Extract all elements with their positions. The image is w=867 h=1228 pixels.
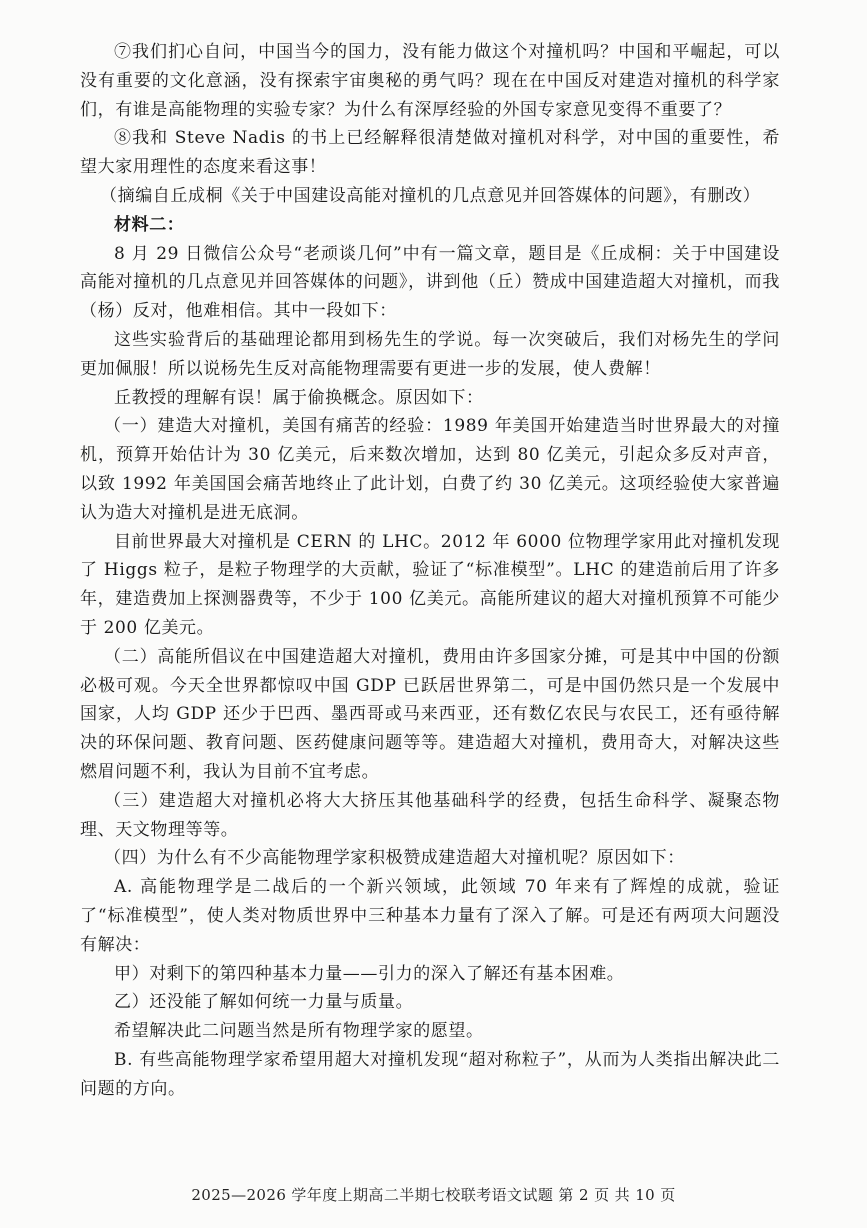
point-four-a-jia: 甲）对剩下的第四种基本力量——引力的深入了解还有基本困难。: [114, 963, 625, 984]
point-four-b: B. 有些高能物理学家希望用超大对撞机发现“超对称粒子”，从而为人类指出解决此二问题的方向。: [80, 1049, 780, 1099]
point-four-a-yi: 乙）还没能了解如何统一力量与质量。: [114, 992, 414, 1013]
point-four: （四）为什么有不少高能物理学家积极赞成建造超大对撞机呢？原因如下：: [104, 848, 685, 869]
material-two-heading: 材料二：: [114, 214, 185, 235]
point-two: （二）高能所倡议在中国建造超大对撞机，费用由许多国家分摊，可是其中中国的份额必极可观。今天全世界都惊叹中国 GDP 已跃居世界第二，可是中国仍然只是一个发展中国家，人均 GDP 还少于巴西、墨西哥或马来西亚，还有数亿农民与农民工，还有亟待解决的环保问题、教育问题、医药健康问题等等。建造超大对撞机，费用奇大，对解决这些燃眉问题不利，我认为目前不宜考虑。: [80, 646, 780, 782]
paragraph-7: ⑦我们扪心自问，中国当今的国力，没有能力做这个对撞机吗？中国和平崛起，可以没有重要的文化意涵，没有探索宇宙奥秘的勇气吗？现在在中国反对建造对撞机的科学家们，有谁是高能物理的实验专家？为什么有深厚经验的外国专家意见变得不重要了？: [80, 42, 780, 120]
point-four-a: A. 高能物理学是二战后的一个新兴领域，此领域 70 年来有了辉煌的成就，验证了“标准模型”，使人类对物质世界中三种基本力量有了深入了解。可是还有两项大问题没有解决：: [80, 877, 780, 955]
material-two-intro: 8 月 29 日微信公众号“老顽谈几何”中有一篇文章，题目是《丘成桐：关于中国建设高能对撞机的几点意见并回答媒体的问题》，讲到他（丘）赞成中国建造超大对撞机，而我（杨）反对，他难相信。其中一段如下：: [80, 243, 780, 322]
point-one: （一）建造大对撞机，美国有痛苦的经验：1989 年美国开始建造当时世界最大的对撞机，预算开始估计为 30 亿美元，后来数次增加，达到 80 亿美元，引起众多反对声音，以致 1992 年美国国会痛苦地终止了此计划，白费了约 30 亿美元。这项经验使大家普遍认为造大对撞机是进无底洞。: [80, 416, 780, 523]
source-citation: （摘编自丘成桐《关于中国建设高能对撞机的几点意见并回答媒体的问题》，有删改）: [100, 185, 761, 206]
page-footer: 2025—2026 学年度上期高二半期七校联考语文试题 第 2 页 共 10 页: [191, 1186, 676, 1204]
point-three: （三）建造超大对撞机必将大大挤压其他基础科学的经费，包括生命科学、凝聚态物理、天文物理等等。: [80, 790, 780, 840]
lhc-paragraph: 目前世界最大对撞机是 CERN 的 LHC。2012 年 6000 位物理学家用此对撞机发现了 Higgs 粒子，是粒子物理学的大贡献，验证了“标准模型”。LHC 的建造前后用了许多年，建造费加上探测器费等，不少于 100 亿美元。高能所建议的超大对撞机预算不可能少于 200 亿美元。: [80, 531, 780, 638]
rebuttal-intro: 丘教授的理解有误！属于偷换概念。原因如下：: [114, 387, 484, 408]
paragraph-8: ⑧我和 Steve Nadis 的书上已经解释很清楚做对撞机对科学，对中国的重要性，希望大家用理性的态度来看这事！: [80, 128, 780, 178]
quoted-paragraph: 这些实验背后的基础理论都用到杨先生的学说。每一次突破后，我们对杨先生的学问更加佩服！所以说杨先生反对高能物理需要有更进一步的发展，使人费解！: [80, 329, 780, 379]
document-body: [80, 38, 780, 1103]
point-four-hope: 希望解决此二问题当然是所有物理学家的愿望。: [114, 1021, 484, 1042]
